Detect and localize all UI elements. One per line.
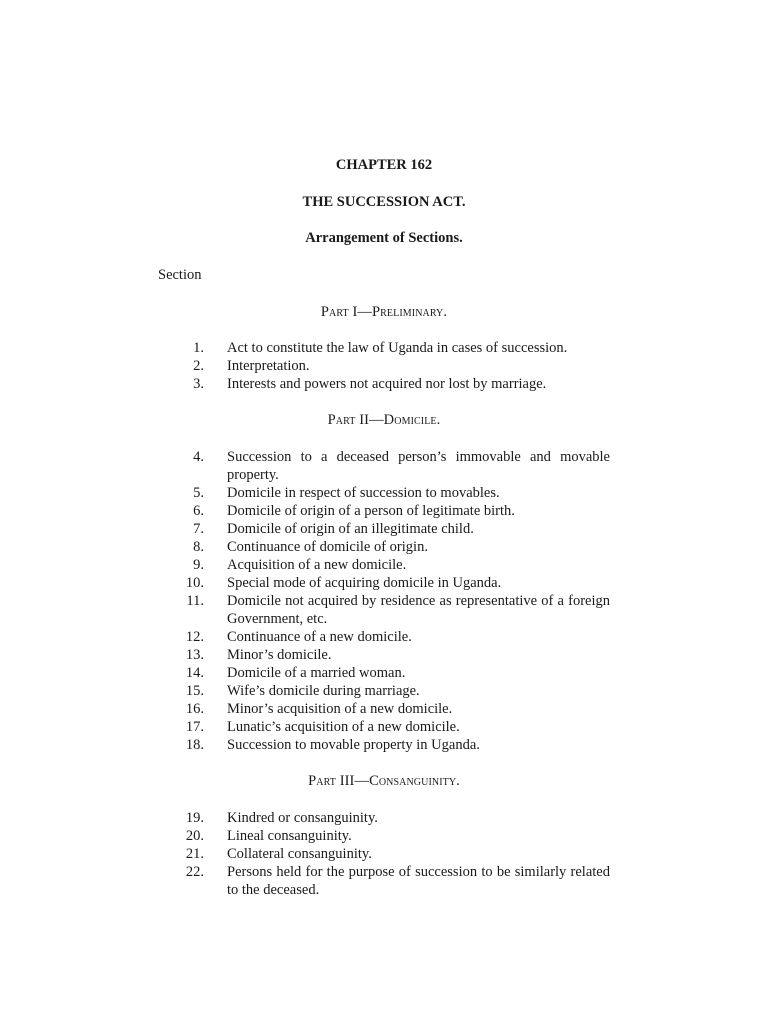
section-title: Succession to a deceased person’s immovable and movable property. (227, 449, 610, 483)
section-number: 5. (193, 485, 204, 501)
section-title: Continuance of domicile of origin. (227, 539, 428, 555)
section-number: 21. (185, 846, 204, 862)
list-item (0, 863, 768, 899)
section-number: 15. (185, 683, 204, 699)
list-item (0, 592, 768, 628)
section-title: Persons held for the purpose of succession to be similarly related to the deceased. (227, 864, 610, 898)
list-item (0, 736, 768, 754)
section-number: 9. (193, 557, 204, 573)
part-2-heading: Part II—Domicile. (327, 412, 441, 428)
section-number: 12. (185, 629, 204, 645)
part-1-heading: Part I—Preliminary. (320, 304, 448, 320)
section-title: Succession to movable property in Uganda. (227, 737, 480, 753)
list-item (0, 664, 768, 682)
list-item (0, 718, 768, 736)
section-number: 4. (193, 449, 204, 465)
part-1-section-list (0, 339, 768, 393)
section-title: Continuance of a new domicile. (227, 629, 412, 645)
section-title: Acquisition of a new domicile. (227, 557, 407, 573)
list-item (0, 538, 768, 556)
section-title: Domicile of origin of a person of legitimate birth. (227, 503, 515, 519)
part-3-heading: Part III—Consanguinity. (308, 773, 460, 789)
arrangement-heading: Arrangement of Sections. (305, 230, 463, 246)
chapter-heading: CHAPTER 162 (335, 157, 433, 173)
section-number: 1. (193, 340, 204, 356)
section-number: 3. (193, 376, 204, 392)
list-item (0, 484, 768, 502)
list-item (0, 574, 768, 592)
section-number: 19. (185, 810, 204, 826)
section-title: Minor’s domicile. (227, 647, 332, 663)
section-title: Act to constitute the law of Uganda in cases of succession. (227, 340, 568, 356)
section-title: Kindred or consanguinity. (227, 810, 378, 826)
list-item (0, 628, 768, 646)
section-number: 11. (186, 593, 204, 609)
section-number: 20. (185, 828, 204, 844)
section-number: 17. (185, 719, 204, 735)
section-title: Collateral consanguinity. (227, 846, 372, 862)
section-title: Wife’s domicile during marriage. (227, 683, 420, 699)
list-item (0, 448, 768, 484)
section-number: 13. (185, 647, 204, 663)
section-title: Lunatic’s acquisition of a new domicile. (227, 719, 460, 735)
section-title: Interpretation. (227, 358, 310, 374)
section-number: 16. (185, 701, 204, 717)
list-item (0, 357, 768, 375)
part-3-section-list (0, 809, 768, 899)
section-title: Interests and powers not acquired nor lost by marriage. (227, 376, 547, 392)
list-item (0, 646, 768, 664)
section-column-label: Section (158, 267, 202, 283)
section-number: 2. (193, 358, 204, 374)
list-item (0, 520, 768, 538)
section-number: 7. (193, 521, 204, 537)
list-item (0, 375, 768, 393)
list-item (0, 845, 768, 863)
list-item (0, 809, 768, 827)
section-number: 22. (185, 864, 204, 880)
list-item (0, 827, 768, 845)
section-number: 10. (185, 575, 204, 591)
section-title: Domicile in respect of succession to movables. (227, 485, 500, 501)
section-number: 18. (185, 737, 204, 753)
section-title: Minor’s acquisition of a new domicile. (227, 701, 453, 717)
section-title: Domicile of a married woman. (227, 665, 406, 681)
list-item (0, 682, 768, 700)
section-number: 8. (193, 539, 204, 555)
part-2-section-list (0, 448, 768, 754)
section-number: 6. (193, 503, 204, 519)
list-item (0, 339, 768, 357)
section-title: Lineal consanguinity. (227, 828, 352, 844)
list-item (0, 556, 768, 574)
list-item (0, 502, 768, 520)
list-item (0, 700, 768, 718)
section-title: Domicile of origin of an illegitimate child. (227, 521, 474, 537)
section-title: Special mode of acquiring domicile in Uganda. (227, 575, 502, 591)
section-number: 14. (185, 665, 204, 681)
section-title: Domicile not acquired by residence as representative of a foreign Government, etc. (227, 593, 610, 627)
act-title: THE SUCCESSION ACT. (302, 194, 466, 210)
